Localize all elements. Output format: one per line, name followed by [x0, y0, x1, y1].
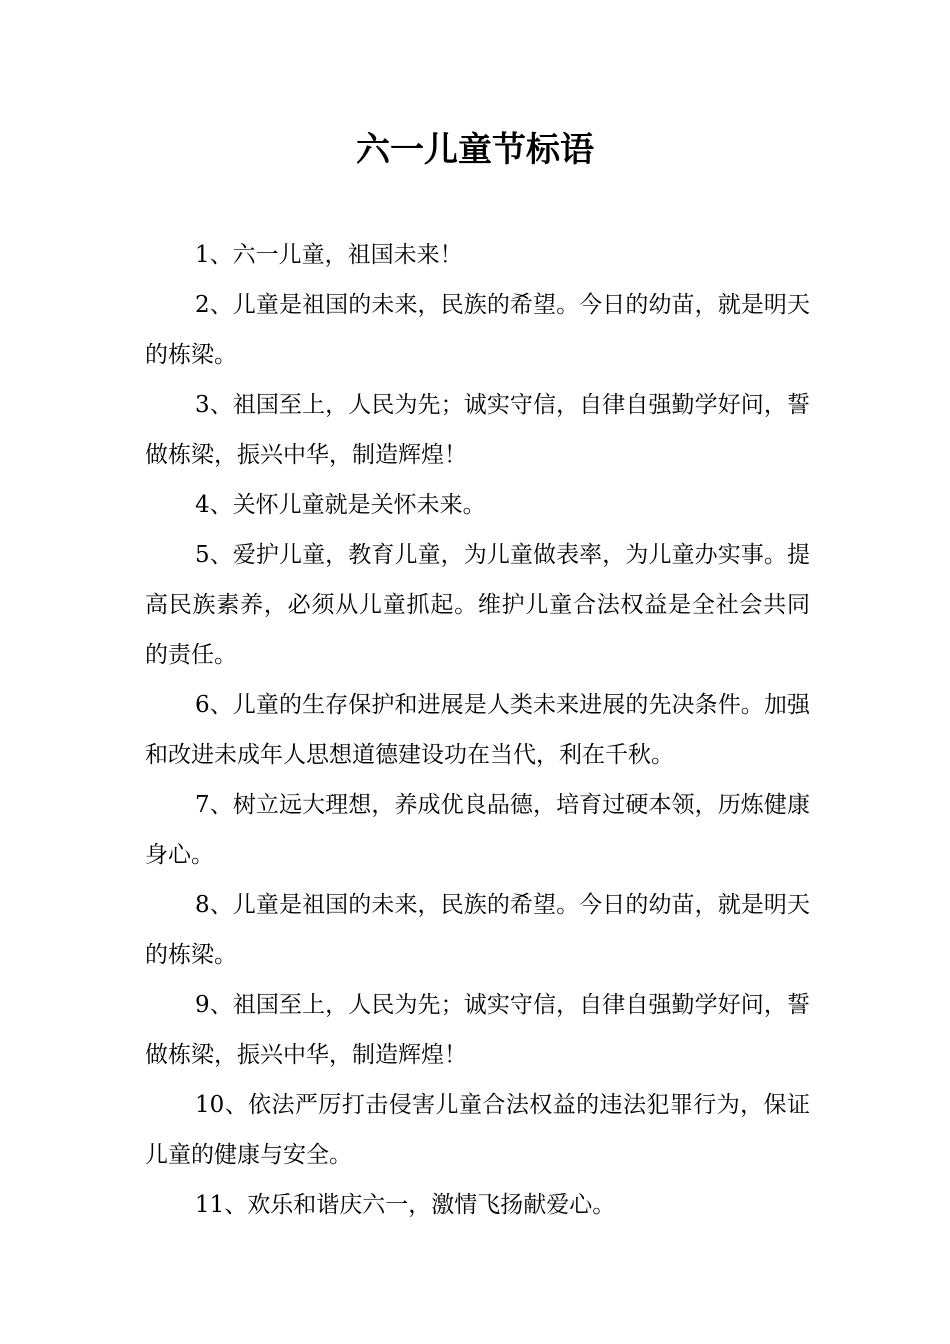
paragraph-6: 6、儿童的生存保护和进展是人类未来进展的先决条件。加强和改进未成年人思想道德建设功在当代，利在千秋。: [145, 692, 810, 768]
paragraph-9: 9、祖国至上，人民为先；诚实守信，自律自强勤学好问，誓做栋梁，振兴中华，制造辉煌！: [145, 992, 810, 1068]
paragraph-3: 3、祖国至上，人民为先；诚实守信，自律自强勤学好问，誓做栋梁，振兴中华，制造辉煌！: [145, 392, 810, 468]
page-title: 六一儿童节标语: [356, 130, 594, 170]
paragraph-11: 11、欢乐和谐庆六一，激情飞扬献爱心。: [195, 1192, 616, 1218]
document-body: [145, 230, 810, 1230]
paragraph-10: 10、依法严厉打击侵害儿童合法权益的违法犯罪行为，保证儿童的健康与安全。: [145, 1092, 810, 1168]
paragraph-1: 1、六一儿童，祖国未来！: [195, 242, 463, 268]
paragraph-2: 2、儿童是祖国的未来，民族的希望。今日的幼苗，就是明天的栋梁。: [145, 292, 810, 368]
paragraph-5: 5、爱护儿童，教育儿童，为儿童做表率，为儿童办实事。提高民族素养，必须从儿童抓起。维护儿童合法权益是全社会共同的责任。: [145, 542, 810, 668]
paragraph-7: 7、树立远大理想，养成优良品德，培育过硬本领，历炼健康身心。: [145, 792, 810, 868]
paragraph-4: 4、关怀儿童就是关怀未来。: [195, 492, 486, 518]
paragraph-8: 8、儿童是祖国的未来，民族的希望。今日的幼苗，就是明天的栋梁。: [145, 892, 810, 968]
